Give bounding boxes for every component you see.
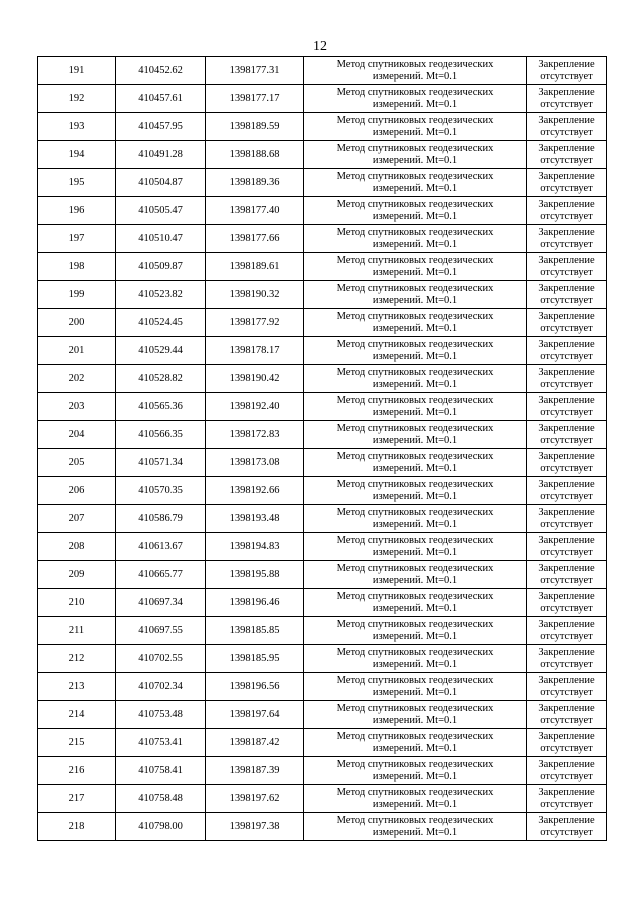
fixation-text-line-2: отсутствует (540, 126, 593, 138)
fixation-cell (527, 561, 607, 589)
fixation-text-line-2: отсутствует (540, 714, 593, 726)
fixation-text-line-2: отсутствует (540, 630, 593, 642)
x-coordinate-cell: 410758.48 (116, 785, 206, 813)
fixation-text-line-2: отсутствует (540, 658, 593, 670)
fixation-text-line-1: Закрепление (538, 730, 595, 742)
method-cell (304, 421, 527, 449)
method-text-line-2: измерений. Mt=0.1 (372, 630, 458, 642)
table-row (38, 729, 607, 757)
fixation-cell (527, 421, 607, 449)
fixation-text-line-2: отсутствует (540, 434, 593, 446)
point-number-cell: 216 (38, 757, 116, 785)
fixation-text-line-1: Закрепление (538, 310, 595, 322)
method-cell (304, 57, 527, 85)
method-cell (304, 673, 527, 701)
method-text-line-1: Метод спутниковых геодезических (336, 786, 494, 798)
method-text-line-1: Метод спутниковых геодезических (336, 646, 494, 658)
point-number-cell: 209 (38, 561, 116, 589)
y-coordinate-cell: 1398187.42 (206, 729, 304, 757)
table-row (38, 617, 607, 645)
fixation-text-line-2: отсутствует (540, 70, 593, 82)
method-cell (304, 113, 527, 141)
fixation-cell (527, 197, 607, 225)
point-number-cell: 201 (38, 337, 116, 365)
table-row (38, 505, 607, 533)
y-coordinate-cell: 1398189.36 (206, 169, 304, 197)
x-coordinate-cell: 410565.36 (116, 393, 206, 421)
method-cell (304, 477, 527, 505)
x-coordinate-cell: 410758.41 (116, 757, 206, 785)
fixation-cell (527, 309, 607, 337)
method-cell (304, 561, 527, 589)
fixation-text-line-2: отсутствует (540, 518, 593, 530)
fixation-text-line-2: отсутствует (540, 266, 593, 278)
point-number-cell: 205 (38, 449, 116, 477)
y-coordinate-cell: 1398192.66 (206, 477, 304, 505)
method-text-line-2: измерений. Mt=0.1 (372, 714, 458, 726)
method-text-line-2: измерений. Mt=0.1 (372, 770, 458, 782)
fixation-text-line-2: отсутствует (540, 742, 593, 754)
x-coordinate-cell: 410529.44 (116, 337, 206, 365)
point-number-cell: 196 (38, 197, 116, 225)
x-coordinate-cell: 410586.79 (116, 505, 206, 533)
method-text-line-2: измерений. Mt=0.1 (372, 742, 458, 754)
fixation-text-line-2: отсутствует (540, 154, 593, 166)
y-coordinate-cell: 1398197.64 (206, 701, 304, 729)
point-number-cell: 198 (38, 253, 116, 281)
point-number-cell: 200 (38, 309, 116, 337)
point-number-cell: 192 (38, 85, 116, 113)
fixation-text-line-2: отсутствует (540, 770, 593, 782)
method-cell (304, 337, 527, 365)
y-coordinate-cell: 1398196.46 (206, 589, 304, 617)
table-row (38, 673, 607, 701)
y-coordinate-cell: 1398196.56 (206, 673, 304, 701)
point-number-cell: 207 (38, 505, 116, 533)
method-text-line-2: измерений. Mt=0.1 (372, 490, 458, 502)
fixation-text-line-2: отсутствует (540, 406, 593, 418)
points-table-body (38, 57, 607, 841)
fixation-text-line-1: Закрепление (538, 674, 595, 686)
table-row (38, 365, 607, 393)
table-row (38, 281, 607, 309)
y-coordinate-cell: 1398185.95 (206, 645, 304, 673)
point-number-cell: 211 (38, 617, 116, 645)
fixation-text-line-1: Закрепление (538, 814, 595, 826)
y-coordinate-cell: 1398190.42 (206, 365, 304, 393)
method-text-line-1: Метод спутниковых геодезических (336, 814, 494, 826)
table-row (38, 169, 607, 197)
y-coordinate-cell: 1398189.59 (206, 113, 304, 141)
fixation-text-line-2: отсутствует (540, 490, 593, 502)
point-number-cell: 218 (38, 813, 116, 841)
method-text-line-1: Метод спутниковых геодезических (336, 590, 494, 602)
table-row (38, 141, 607, 169)
method-text-line-1: Метод спутниковых геодезических (336, 534, 494, 546)
method-text-line-1: Метод спутниковых геодезических (336, 86, 494, 98)
method-cell (304, 701, 527, 729)
method-text-line-2: измерений. Mt=0.1 (372, 546, 458, 558)
method-text-line-2: измерений. Mt=0.1 (372, 350, 458, 362)
method-text-line-2: измерений. Mt=0.1 (372, 98, 458, 110)
fixation-text-line-2: отсутствует (540, 378, 593, 390)
fixation-cell (527, 701, 607, 729)
table-row (38, 309, 607, 337)
fixation-text-line-1: Закрепление (538, 338, 595, 350)
y-coordinate-cell: 1398190.32 (206, 281, 304, 309)
point-number-cell: 191 (38, 57, 116, 85)
x-coordinate-cell: 410524.45 (116, 309, 206, 337)
y-coordinate-cell: 1398195.88 (206, 561, 304, 589)
method-cell (304, 85, 527, 113)
table-row (38, 785, 607, 813)
x-coordinate-cell: 410697.55 (116, 617, 206, 645)
method-cell (304, 645, 527, 673)
y-coordinate-cell: 1398177.40 (206, 197, 304, 225)
fixation-cell (527, 505, 607, 533)
table-row (38, 421, 607, 449)
fixation-text-line-2: отсутствует (540, 238, 593, 250)
method-text-line-1: Метод спутниковых геодезических (336, 450, 494, 462)
point-number-cell: 206 (38, 477, 116, 505)
table-row (38, 645, 607, 673)
y-coordinate-cell: 1398177.31 (206, 57, 304, 85)
method-cell (304, 393, 527, 421)
method-cell (304, 785, 527, 813)
y-coordinate-cell: 1398173.08 (206, 449, 304, 477)
table-row (38, 57, 607, 85)
fixation-cell (527, 85, 607, 113)
fixation-cell (527, 617, 607, 645)
x-coordinate-cell: 410457.95 (116, 113, 206, 141)
method-text-line-1: Метод спутниковых геодезических (336, 114, 494, 126)
method-text-line-2: измерений. Mt=0.1 (372, 322, 458, 334)
fixation-cell (527, 589, 607, 617)
method-text-line-2: измерений. Mt=0.1 (372, 434, 458, 446)
fixation-text-line-2: отсутствует (540, 546, 593, 558)
fixation-text-line-1: Закрепление (538, 422, 595, 434)
fixation-cell (527, 141, 607, 169)
method-text-line-1: Метод спутниковых геодезических (336, 758, 494, 770)
fixation-text-line-1: Закрепление (538, 590, 595, 602)
method-text-line-2: измерений. Mt=0.1 (372, 266, 458, 278)
method-text-line-1: Метод спутниковых геодезических (336, 310, 494, 322)
table-row (38, 561, 607, 589)
method-text-line-1: Метод спутниковых геодезических (336, 282, 494, 294)
y-coordinate-cell: 1398189.61 (206, 253, 304, 281)
point-number-cell: 214 (38, 701, 116, 729)
fixation-text-line-2: отсутствует (540, 350, 593, 362)
method-text-line-2: измерений. Mt=0.1 (372, 238, 458, 250)
fixation-text-line-1: Закрепление (538, 702, 595, 714)
method-text-line-1: Метод спутниковых геодезических (336, 366, 494, 378)
fixation-cell (527, 673, 607, 701)
method-cell (304, 729, 527, 757)
fixation-text-line-2: отсутствует (540, 182, 593, 194)
method-text-line-1: Метод спутниковых геодезических (336, 198, 494, 210)
method-text-line-1: Метод спутниковых геодезических (336, 142, 494, 154)
method-text-line-2: измерений. Mt=0.1 (372, 126, 458, 138)
fixation-text-line-1: Закрепление (538, 506, 595, 518)
x-coordinate-cell: 410528.82 (116, 365, 206, 393)
x-coordinate-cell: 410753.48 (116, 701, 206, 729)
x-coordinate-cell: 410457.61 (116, 85, 206, 113)
point-number-cell: 217 (38, 785, 116, 813)
table-row (38, 589, 607, 617)
x-coordinate-cell: 410504.87 (116, 169, 206, 197)
point-number-cell: 210 (38, 589, 116, 617)
fixation-text-line-1: Закрепление (538, 86, 595, 98)
point-number-cell: 193 (38, 113, 116, 141)
fixation-text-line-2: отсутствует (540, 462, 593, 474)
fixation-text-line-1: Закрепление (538, 646, 595, 658)
fixation-text-line-1: Закрепление (538, 58, 595, 70)
table-row (38, 225, 607, 253)
method-cell (304, 141, 527, 169)
method-text-line-2: измерений. Mt=0.1 (372, 294, 458, 306)
fixation-text-line-2: отсутствует (540, 98, 593, 110)
method-text-line-1: Метод спутниковых геодезических (336, 730, 494, 742)
point-number-cell: 197 (38, 225, 116, 253)
method-text-line-2: измерений. Mt=0.1 (372, 518, 458, 530)
method-text-line-1: Метод спутниковых геодезических (336, 506, 494, 518)
method-text-line-2: измерений. Mt=0.1 (372, 462, 458, 474)
table-row (38, 393, 607, 421)
table-row (38, 533, 607, 561)
fixation-text-line-1: Закрепление (538, 534, 595, 546)
method-text-line-2: измерений. Mt=0.1 (372, 182, 458, 194)
method-text-line-1: Метод спутниковых геодезических (336, 618, 494, 630)
fixation-text-line-1: Закрепление (538, 226, 595, 238)
method-cell (304, 169, 527, 197)
method-text-line-2: измерений. Mt=0.1 (372, 602, 458, 614)
method-text-line-2: измерений. Mt=0.1 (372, 406, 458, 418)
fixation-cell (527, 533, 607, 561)
table-row (38, 113, 607, 141)
x-coordinate-cell: 410665.77 (116, 561, 206, 589)
x-coordinate-cell: 410697.34 (116, 589, 206, 617)
x-coordinate-cell: 410798.00 (116, 813, 206, 841)
method-text-line-1: Метод спутниковых геодезических (336, 422, 494, 434)
fixation-cell (527, 449, 607, 477)
method-text-line-1: Метод спутниковых геодезических (336, 394, 494, 406)
fixation-text-line-1: Закрепление (538, 142, 595, 154)
method-cell (304, 757, 527, 785)
point-number-cell: 199 (38, 281, 116, 309)
method-cell (304, 449, 527, 477)
method-cell (304, 813, 527, 841)
method-text-line-1: Метод спутниковых геодезических (336, 254, 494, 266)
fixation-text-line-1: Закрепление (538, 450, 595, 462)
method-cell (304, 225, 527, 253)
fixation-text-line-1: Закрепление (538, 478, 595, 490)
fixation-text-line-1: Закрепление (538, 114, 595, 126)
fixation-text-line-2: отсутствует (540, 574, 593, 586)
table-row (38, 757, 607, 785)
x-coordinate-cell: 410702.55 (116, 645, 206, 673)
method-text-line-2: измерений. Mt=0.1 (372, 70, 458, 82)
fixation-text-line-1: Закрепление (538, 618, 595, 630)
fixation-text-line-1: Закрепление (538, 758, 595, 770)
fixation-text-line-1: Закрепление (538, 366, 595, 378)
method-text-line-2: измерений. Mt=0.1 (372, 658, 458, 670)
page-number: 12 (313, 39, 327, 54)
x-coordinate-cell: 410570.35 (116, 477, 206, 505)
method-cell (304, 253, 527, 281)
table-row (38, 85, 607, 113)
x-coordinate-cell: 410613.67 (116, 533, 206, 561)
fixation-text-line-2: отсутствует (540, 826, 593, 838)
fixation-text-line-2: отсутствует (540, 322, 593, 334)
point-number-cell: 215 (38, 729, 116, 757)
method-cell (304, 309, 527, 337)
method-text-line-2: измерений. Mt=0.1 (372, 574, 458, 586)
method-cell (304, 533, 527, 561)
method-text-line-1: Метод спутниковых геодезических (336, 338, 494, 350)
x-coordinate-cell: 410702.34 (116, 673, 206, 701)
y-coordinate-cell: 1398172.83 (206, 421, 304, 449)
method-text-line-2: измерений. Mt=0.1 (372, 686, 458, 698)
method-text-line-1: Метод спутниковых геодезических (336, 562, 494, 574)
method-text-line-2: измерений. Mt=0.1 (372, 378, 458, 390)
points-table (37, 56, 607, 841)
point-number-cell: 194 (38, 141, 116, 169)
fixation-cell (527, 729, 607, 757)
fixation-text-line-2: отсутствует (540, 686, 593, 698)
y-coordinate-cell: 1398197.62 (206, 785, 304, 813)
fixation-cell (527, 281, 607, 309)
point-number-cell: 203 (38, 393, 116, 421)
table-row (38, 813, 607, 841)
method-text-line-1: Метод спутниковых геодезических (336, 674, 494, 686)
fixation-cell (527, 169, 607, 197)
x-coordinate-cell: 410566.35 (116, 421, 206, 449)
table-row (38, 337, 607, 365)
y-coordinate-cell: 1398194.83 (206, 533, 304, 561)
fixation-text-line-2: отсутствует (540, 294, 593, 306)
y-coordinate-cell: 1398177.17 (206, 85, 304, 113)
table-row (38, 253, 607, 281)
y-coordinate-cell: 1398178.17 (206, 337, 304, 365)
point-number-cell: 208 (38, 533, 116, 561)
y-coordinate-cell: 1398177.66 (206, 225, 304, 253)
x-coordinate-cell: 410452.62 (116, 57, 206, 85)
y-coordinate-cell: 1398187.39 (206, 757, 304, 785)
fixation-cell (527, 645, 607, 673)
y-coordinate-cell: 1398197.38 (206, 813, 304, 841)
x-coordinate-cell: 410753.41 (116, 729, 206, 757)
fixation-cell (527, 57, 607, 85)
fixation-cell (527, 757, 607, 785)
fixation-cell (527, 813, 607, 841)
method-text-line-1: Метод спутниковых геодезических (336, 226, 494, 238)
method-text-line-1: Метод спутниковых геодезических (336, 702, 494, 714)
table-row (38, 701, 607, 729)
method-cell (304, 197, 527, 225)
fixation-cell (527, 253, 607, 281)
method-cell (304, 589, 527, 617)
x-coordinate-cell: 410523.82 (116, 281, 206, 309)
table-row (38, 449, 607, 477)
fixation-text-line-1: Закрепление (538, 198, 595, 210)
fixation-text-line-1: Закрепление (538, 170, 595, 182)
fixation-text-line-2: отсутствует (540, 210, 593, 222)
method-text-line-1: Метод спутниковых геодезических (336, 170, 494, 182)
x-coordinate-cell: 410505.47 (116, 197, 206, 225)
fixation-text-line-1: Закрепление (538, 254, 595, 266)
method-cell (304, 281, 527, 309)
point-number-cell: 213 (38, 673, 116, 701)
point-number-cell: 204 (38, 421, 116, 449)
y-coordinate-cell: 1398188.68 (206, 141, 304, 169)
fixation-text-line-1: Закрепление (538, 786, 595, 798)
table-row (38, 477, 607, 505)
fixation-cell (527, 785, 607, 813)
method-text-line-2: измерений. Mt=0.1 (372, 210, 458, 222)
y-coordinate-cell: 1398177.92 (206, 309, 304, 337)
method-text-line-1: Метод спутниковых геодезических (336, 58, 494, 70)
method-text-line-2: измерений. Mt=0.1 (372, 798, 458, 810)
fixation-text-line-2: отсутствует (540, 798, 593, 810)
fixation-cell (527, 113, 607, 141)
method-cell (304, 617, 527, 645)
method-text-line-2: измерений. Mt=0.1 (372, 826, 458, 838)
fixation-text-line-1: Закрепление (538, 394, 595, 406)
table-row (38, 197, 607, 225)
fixation-cell (527, 225, 607, 253)
fixation-text-line-2: отсутствует (540, 602, 593, 614)
y-coordinate-cell: 1398192.40 (206, 393, 304, 421)
fixation-cell (527, 337, 607, 365)
method-cell (304, 365, 527, 393)
method-text-line-2: измерений. Mt=0.1 (372, 154, 458, 166)
fixation-text-line-1: Закрепление (538, 562, 595, 574)
point-number-cell: 212 (38, 645, 116, 673)
x-coordinate-cell: 410491.28 (116, 141, 206, 169)
method-cell (304, 505, 527, 533)
fixation-cell (527, 477, 607, 505)
point-number-cell: 202 (38, 365, 116, 393)
y-coordinate-cell: 1398193.48 (206, 505, 304, 533)
fixation-text-line-1: Закрепление (538, 282, 595, 294)
fixation-cell (527, 365, 607, 393)
y-coordinate-cell: 1398185.85 (206, 617, 304, 645)
x-coordinate-cell: 410571.34 (116, 449, 206, 477)
method-text-line-1: Метод спутниковых геодезических (336, 478, 494, 490)
fixation-cell (527, 393, 607, 421)
point-number-cell: 195 (38, 169, 116, 197)
x-coordinate-cell: 410509.87 (116, 253, 206, 281)
x-coordinate-cell: 410510.47 (116, 225, 206, 253)
